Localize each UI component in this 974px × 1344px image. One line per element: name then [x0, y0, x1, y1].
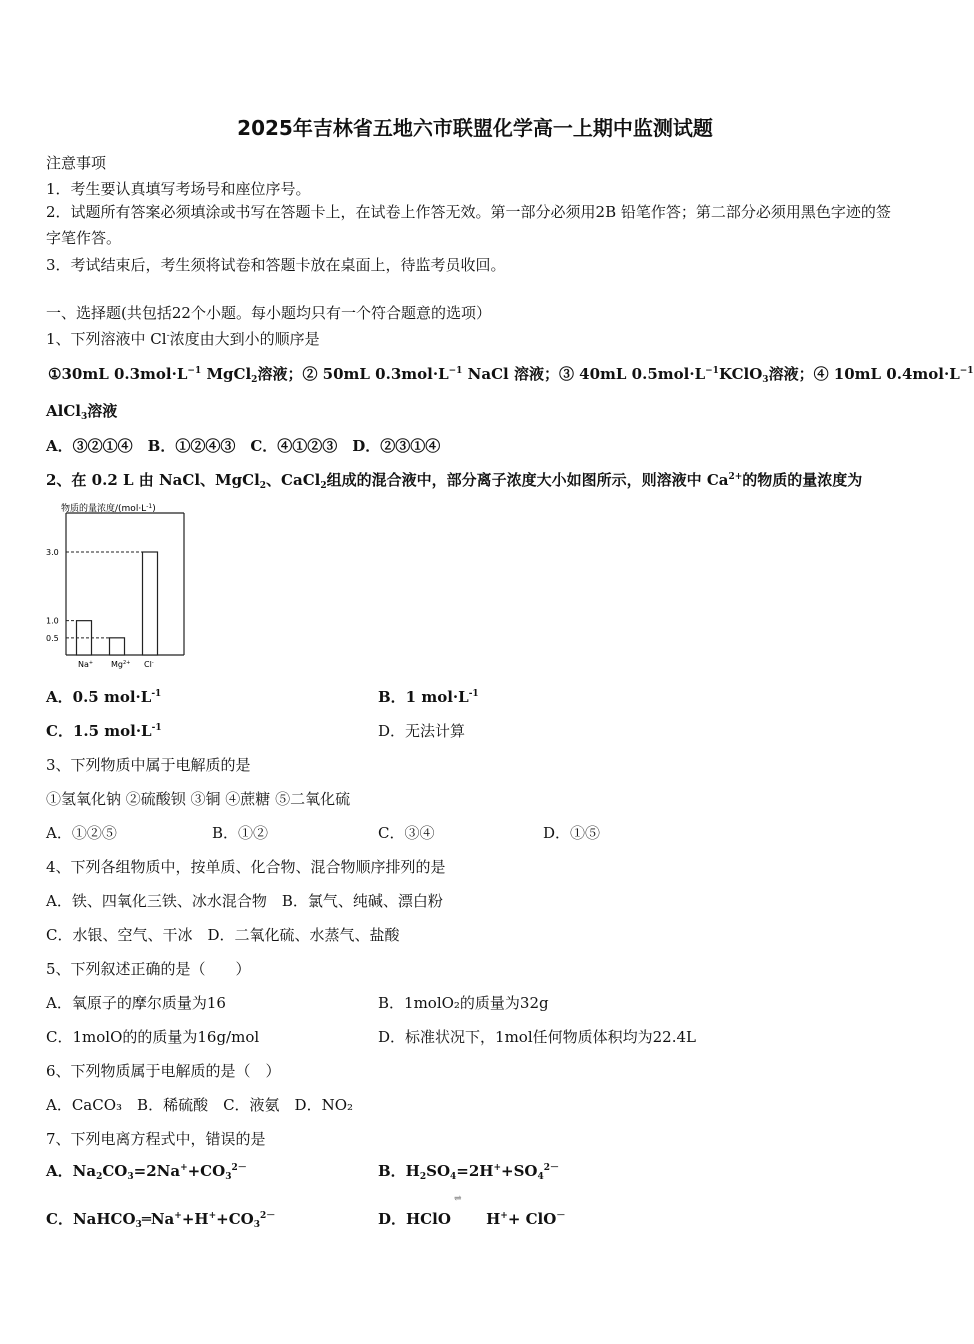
question-4-options-2: C．水银、空气、干冰 D．二氧化硫、水蒸气、盐酸: [46, 926, 400, 944]
question-2-option-c: C．1.5 $mol\cdot L^{-1}$: [46, 722, 162, 740]
question-5-option-d: D．标准状况下，1mol任何物质体积均为22.4L: [378, 1028, 696, 1046]
question-5-option-c: C．1molO的的质量为16g/mol: [46, 1028, 260, 1046]
question-7-option-b: B．$H_2SO_4=2H^++SO_4^{2-}$: [378, 1162, 560, 1182]
question-5-option-a: A．氧原子的摩尔质量为16: [46, 994, 226, 1012]
question-3-option-d: D．①⑤: [543, 824, 601, 842]
question-1-solutions-cont: AlCl$_3$溶液: [46, 402, 118, 422]
question-7-stem: 7、下列电离方程式中，错误的是: [46, 1130, 266, 1148]
question-5-option-b: B．1molO₂的质量为32g: [378, 994, 549, 1012]
notice-item-3: 3．考试结束后，考生须将试卷和答题卡放在桌面上，待监考员收回。: [46, 256, 506, 274]
question-6-options: A．CaCO₃ B．稀硫酸 C．液氨 D．NO₂: [46, 1096, 354, 1114]
x-tick-label: Cl-: [144, 660, 154, 669]
question-4-stem: 4、下列各组物质中，按单质、化合物、混合物顺序排列的是: [46, 858, 446, 876]
bar-Cl-: [143, 552, 158, 655]
reversible-arrow-icon: ⇌: [454, 1194, 462, 1204]
question-3-items: ①氢氧化钠 ②硫酸钡 ③铜 ④蔗糖 ⑤二氧化硫: [46, 790, 351, 808]
question-7-option-c: C．$NaHCO_3═Na^++H^++CO_3^{2-}$: [46, 1210, 276, 1230]
notice-item-2: 2．试题所有答案必须填涂或书写在答题卡上，在试卷上作答无效。第一部分必须用2B 铅笔作答；第二部分必须用黑色字迹的签字笔作答。: [46, 203, 891, 247]
page-title: 2025年吉林省五地六市联盟化学高一上期中监测试题: [237, 116, 713, 140]
question-5-stem: 5、下列叙述正确的是（ ）: [46, 960, 251, 978]
question-3-option-c: C．③④: [378, 824, 435, 842]
x-tick-label: Na+: [78, 660, 94, 669]
section-heading: 一、选择题(共包括22个小题。每小题均只有一个符合题意的选项）: [46, 304, 491, 322]
question-2-option-a: A．0.5 $mol\cdot L^{-1}$: [46, 688, 162, 706]
y-tick-label: 1.0: [46, 616, 59, 626]
question-3-option-a: A．①②⑤: [46, 824, 117, 842]
question-1-stem: 1、下列溶液中 Cl-浓度由大到小的顺序是: [46, 330, 320, 348]
question-7-option-a: A．$Na_2CO_3=2Na^++CO_3^{2-}$: [46, 1162, 247, 1182]
question-3-option-b: B．①②: [212, 824, 269, 842]
notice-heading: 注意事项: [46, 154, 107, 172]
question-1-options: A．③②①④ B．①②④③ C．④①②③ D．②③①④: [46, 437, 441, 455]
question-2-stem: 2、在 0.2 L 由 NaCl、MgCl$_2$、CaCl$_2$组成的混合液中，部分离子浓度大小如图所示，则溶液中 $Ca^{2+}$的物质的量浓度为: [46, 471, 863, 491]
question-2-option-d: D．无法计算: [378, 722, 466, 740]
y-tick-label: 3.0: [46, 548, 59, 557]
question-2-option-b: B．1 $mol\cdot L^{-1}$: [378, 688, 479, 706]
question-1-solutions: ①30mL $0.3mol\cdot L^{-1}$ MgCl$_2$溶液；② 50mL $0.3mol\cdot L^{-1}$ NaCl 溶液；③ 40mL $0.5mol\cdot L^{-1}KClO_3$溶液；④ 10mL $0.4mol\cdot L^{-1}$: [48, 365, 974, 385]
question-6-stem: 6、下列物质属于电解质的是（ ）: [46, 1062, 281, 1080]
notice-item-1: 1．考生要认真填写考场号和座位序号。: [46, 180, 311, 198]
bar-Mg2+: [110, 638, 125, 655]
x-tick-label: $Mg^{2+}$: [111, 660, 131, 669]
question-3-stem: 3、下列物质中属于电解质的是: [46, 756, 251, 774]
chart-ylabel: 物质的量浓度$/(mol\cdot L^{-1})$: [61, 503, 156, 514]
ion-concentration-chart: [44, 497, 194, 673]
question-7-option-d: D．HClO H++ ClO－: [378, 1210, 566, 1228]
y-tick-label: 0.5: [46, 633, 59, 643]
question-4-options-1: A．铁、四氧化三铁、冰水混合物 B．氯气、纯碱、漂白粉: [46, 892, 443, 910]
